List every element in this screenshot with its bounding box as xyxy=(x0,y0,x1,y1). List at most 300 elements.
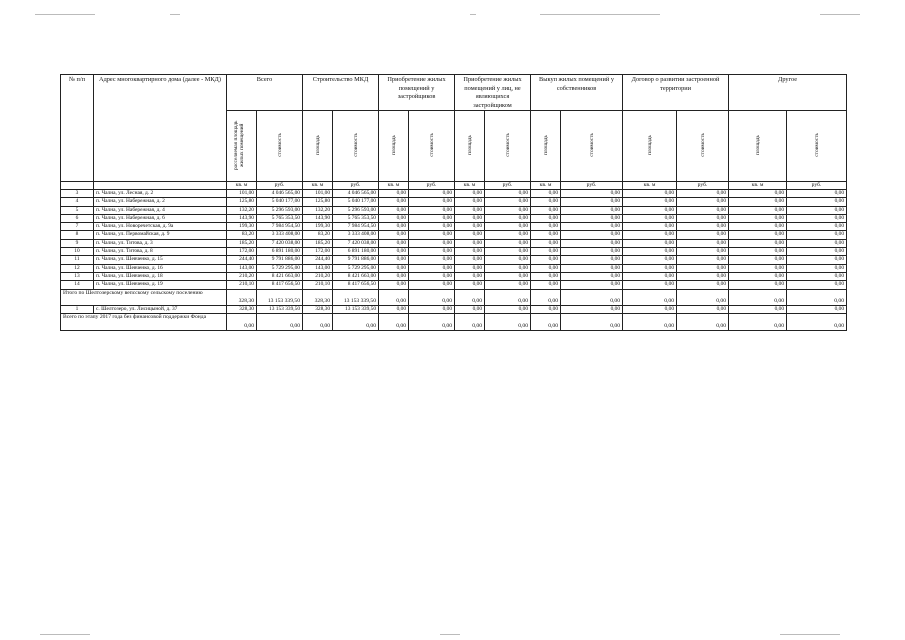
scan-artifact xyxy=(820,14,860,15)
scan-artifact xyxy=(780,634,840,635)
row-zero: 0,00 xyxy=(485,198,531,206)
row-zero: 0,00 xyxy=(455,198,485,206)
subheader-cost: стоимость xyxy=(409,111,455,182)
row-zero: 0,00 xyxy=(623,239,677,247)
row-number: 12 xyxy=(61,264,94,272)
row-zero: 0,00 xyxy=(623,305,677,313)
scan-artifact xyxy=(40,634,90,635)
row-zero: 0,00 xyxy=(485,239,531,247)
row-zero: 0,00 xyxy=(623,223,677,231)
col-purchase-builders-header: Приобретение жилых помещений у застройщиков xyxy=(379,75,455,111)
row-zero: 0,00 xyxy=(379,248,409,256)
row-number: 6 xyxy=(61,214,94,222)
row-zero: 0,00 xyxy=(455,264,485,272)
row-zero: 0,00 xyxy=(409,214,455,222)
row-cost: 5 729 295,00 xyxy=(257,264,303,272)
row-zero: 0,00 xyxy=(623,214,677,222)
row-zero: 0,00 xyxy=(729,198,787,206)
grand-total-label: Всего по этапу 2017 года без финансовой поддержки Фонда xyxy=(61,313,227,330)
row-zero: 0,00 xyxy=(379,214,409,222)
row-zero: 0,00 xyxy=(677,223,729,231)
row-zero: 0,00 xyxy=(677,231,729,239)
col-development-header: Договор о развитии застроенной территории xyxy=(623,75,729,111)
row-zero: 0,00 xyxy=(485,190,531,198)
table-row xyxy=(61,256,847,264)
unit-sqm: кв. м xyxy=(455,182,485,190)
row-zero: 0,00 xyxy=(485,256,531,264)
col-num-header: № п/п xyxy=(61,75,94,182)
subheader-area: площадь xyxy=(531,111,561,182)
row-zero: 0,00 xyxy=(455,214,485,222)
row-area: 83,20 xyxy=(227,231,257,239)
row-zero: 0,00 xyxy=(455,239,485,247)
unit-sqm: кв. м xyxy=(531,182,561,190)
subtotal-cost: 13 153 339,50 xyxy=(257,289,303,305)
row-address: п. Чална, ул. Титова, д. 8 xyxy=(94,248,227,256)
grand-total-value: 0,00 xyxy=(561,313,623,330)
row-zero: 0,00 xyxy=(409,198,455,206)
row-zero: 0,00 xyxy=(729,281,787,289)
row-address: п. Чална, ул. Шевченко, д. 19 xyxy=(94,281,227,289)
row-area: 125,80 xyxy=(227,198,257,206)
row-zero: 0,00 xyxy=(729,264,787,272)
subheader-area: площадь xyxy=(729,111,787,182)
row-construction-area: 210,10 xyxy=(303,281,333,289)
row-zero: 0,00 xyxy=(561,206,623,214)
row-construction-cost: 9 791 886,00 xyxy=(333,256,379,264)
row-zero: 0,00 xyxy=(561,231,623,239)
row-zero: 0,00 xyxy=(455,272,485,280)
row-construction-area: 199,30 xyxy=(303,223,333,231)
row-zero: 0,00 xyxy=(677,198,729,206)
subtotal-zero: 0,00 xyxy=(623,289,677,305)
row-zero: 0,00 xyxy=(623,231,677,239)
row-zero: 0,00 xyxy=(729,214,787,222)
row-zero: 0,00 xyxy=(485,223,531,231)
row-number: 8 xyxy=(61,231,94,239)
row-construction-area: 143,90 xyxy=(303,214,333,222)
row-zero: 0,00 xyxy=(531,281,561,289)
row-area: 210,10 xyxy=(227,281,257,289)
scan-artifact xyxy=(35,14,95,15)
row-zero: 0,00 xyxy=(379,206,409,214)
table-row xyxy=(61,198,847,206)
table-row xyxy=(61,281,847,289)
row-construction-area: 172,00 xyxy=(303,248,333,256)
subtotal-area: 328,30 xyxy=(227,289,257,305)
row-construction-cost: 7 420 038,00 xyxy=(333,239,379,247)
row-construction-area: 143,00 xyxy=(303,264,333,272)
row-zero: 0,00 xyxy=(677,272,729,280)
row-zero: 0,00 xyxy=(677,264,729,272)
row-construction-area: 328,30 xyxy=(303,305,333,313)
scan-artifact xyxy=(540,14,660,15)
row-zero: 0,00 xyxy=(485,264,531,272)
row-zero: 0,00 xyxy=(455,223,485,231)
row-zero: 0,00 xyxy=(531,264,561,272)
grand-total-row xyxy=(61,313,847,330)
table-row xyxy=(61,223,847,231)
row-zero: 0,00 xyxy=(455,190,485,198)
subheader-cost: стоимость xyxy=(333,111,379,182)
row-cost: 3 333 408,00 xyxy=(257,231,303,239)
row-zero: 0,00 xyxy=(787,214,847,222)
unit-sqm: кв. м xyxy=(227,182,257,190)
row-zero: 0,00 xyxy=(409,248,455,256)
row-zero: 0,00 xyxy=(531,206,561,214)
grand-total-value: 0,00 xyxy=(333,313,379,330)
row-zero: 0,00 xyxy=(729,223,787,231)
subtotal-zero: 0,00 xyxy=(787,289,847,305)
col-purchase-others-header: Приобретение жилых помещений у лиц, не являющихся застройщиком xyxy=(455,75,531,111)
row-zero: 0,00 xyxy=(455,248,485,256)
row-zero: 0,00 xyxy=(531,190,561,198)
row-construction-area: 125,80 xyxy=(303,198,333,206)
row-construction-area: 83,20 xyxy=(303,231,333,239)
table-row xyxy=(61,264,847,272)
row-zero: 0,00 xyxy=(623,256,677,264)
row-address: п. Чална, ул. Набережная, д. 6 xyxy=(94,214,227,222)
row-zero: 0,00 xyxy=(729,239,787,247)
row-number: 4 xyxy=(61,198,94,206)
row-number: 3 xyxy=(61,190,94,198)
row-area: 101,00 xyxy=(227,190,257,198)
row-cost: 7 984 954,50 xyxy=(257,223,303,231)
unit-rub: руб. xyxy=(485,182,531,190)
data-rows xyxy=(61,190,847,290)
row-zero: 0,00 xyxy=(623,264,677,272)
row-address: п. Чална, ул. Титова, д. 3 xyxy=(94,239,227,247)
header-row xyxy=(61,75,847,111)
row-zero: 0,00 xyxy=(677,214,729,222)
row-construction-cost: 5 296 593,00 xyxy=(333,206,379,214)
row-zero: 0,00 xyxy=(379,231,409,239)
row-zero: 0,00 xyxy=(379,223,409,231)
subtotal-zero: 0,00 xyxy=(455,289,485,305)
unit-sqm: кв. м xyxy=(623,182,677,190)
row-zero: 0,00 xyxy=(787,305,847,313)
row-zero: 0,00 xyxy=(561,214,623,222)
row-zero: 0,00 xyxy=(485,248,531,256)
row-zero: 0,00 xyxy=(561,305,623,313)
unit-rub: руб. xyxy=(257,182,303,190)
row-zero: 0,00 xyxy=(531,214,561,222)
row-address: п. Чална, ул. Набережная, д. 2 xyxy=(94,198,227,206)
row-zero: 0,00 xyxy=(531,272,561,280)
row-zero: 0,00 xyxy=(677,206,729,214)
row-address: п. Чална, ул. Набережная, д. 4 xyxy=(94,206,227,214)
row-number: 1 xyxy=(61,305,94,313)
grand-total-value: 0,00 xyxy=(409,313,455,330)
grand-total-value: 0,00 xyxy=(227,313,257,330)
row-address: с. Шелтозеро, ул. Лисицыной, д. 37 xyxy=(94,305,227,313)
row-zero: 0,00 xyxy=(729,256,787,264)
housing-resettlement-table xyxy=(60,74,847,331)
row-zero: 0,00 xyxy=(729,305,787,313)
row-address: п. Чална, ул. Новоречетская, д. 9а xyxy=(94,223,227,231)
subtotal-zero: 0,00 xyxy=(729,289,787,305)
col-buyout-header: Выкуп жилых помещений у собственников xyxy=(531,75,623,111)
row-zero: 0,00 xyxy=(787,281,847,289)
row-zero: 0,00 xyxy=(409,264,455,272)
unit-rub: руб. xyxy=(677,182,729,190)
row-zero: 0,00 xyxy=(561,239,623,247)
subheader-cost: стоимость xyxy=(787,111,847,182)
col-other-header: Другое xyxy=(729,75,847,111)
row-zero: 0,00 xyxy=(561,248,623,256)
row-zero: 0,00 xyxy=(531,256,561,264)
unit-rub: руб. xyxy=(409,182,455,190)
row-zero: 0,00 xyxy=(787,206,847,214)
row-cost: 5 040 177,00 xyxy=(257,198,303,206)
row-number: 9 xyxy=(61,239,94,247)
row-cost: 8 417 656,50 xyxy=(257,281,303,289)
row-construction-cost: 4 046 565,00 xyxy=(333,190,379,198)
row-area: 328,30 xyxy=(227,305,257,313)
row-zero: 0,00 xyxy=(787,264,847,272)
row-zero: 0,00 xyxy=(787,231,847,239)
table-row xyxy=(61,248,847,256)
row-number: 13 xyxy=(61,272,94,280)
row-zero: 0,00 xyxy=(561,272,623,280)
row-construction-cost: 3 333 408,00 xyxy=(333,231,379,239)
row-zero: 0,00 xyxy=(409,305,455,313)
table-row xyxy=(61,190,847,198)
row-zero: 0,00 xyxy=(379,305,409,313)
units-row xyxy=(61,182,847,190)
table-row xyxy=(61,231,847,239)
subtotal-construction-area: 328,30 xyxy=(303,289,333,305)
subtotal-zero: 0,00 xyxy=(677,289,729,305)
subheader-cost: стоимость xyxy=(257,111,303,182)
row-zero: 0,00 xyxy=(623,206,677,214)
document-sheet xyxy=(60,74,846,331)
row-zero: 0,00 xyxy=(623,281,677,289)
grand-total-value: 0,00 xyxy=(623,313,677,330)
row-construction-cost: 8 417 656,50 xyxy=(333,281,379,289)
row-zero: 0,00 xyxy=(409,239,455,247)
subheader-area: площадь xyxy=(623,111,677,182)
row-area: 185,20 xyxy=(227,239,257,247)
row-area: 199,30 xyxy=(227,223,257,231)
row-construction-cost: 5 040 177,00 xyxy=(333,198,379,206)
row-zero: 0,00 xyxy=(787,256,847,264)
grand-total-value: 0,00 xyxy=(303,313,333,330)
row-zero: 0,00 xyxy=(531,305,561,313)
row-zero: 0,00 xyxy=(485,206,531,214)
subtotal-zero: 0,00 xyxy=(561,289,623,305)
row-construction-area: 132,20 xyxy=(303,206,333,214)
row-cost: 5 765 353,50 xyxy=(257,214,303,222)
row-construction-cost: 8 421 663,00 xyxy=(333,272,379,280)
row-cost: 8 421 663,00 xyxy=(257,272,303,280)
row-zero: 0,00 xyxy=(531,239,561,247)
subheader-cost: стоимость xyxy=(677,111,729,182)
row-zero: 0,00 xyxy=(409,281,455,289)
unit-sqm: кв. м xyxy=(303,182,333,190)
grand-total-value: 0,00 xyxy=(787,313,847,330)
col-total-header: Всего xyxy=(227,75,303,111)
row-zero: 0,00 xyxy=(787,190,847,198)
scan-artifact xyxy=(470,14,476,15)
row-zero: 0,00 xyxy=(729,231,787,239)
row-zero: 0,00 xyxy=(623,248,677,256)
row-construction-cost: 7 984 954,50 xyxy=(333,223,379,231)
row-cost: 6 891 180,00 xyxy=(257,248,303,256)
row-number: 5 xyxy=(61,206,94,214)
row-zero: 0,00 xyxy=(379,281,409,289)
row-zero: 0,00 xyxy=(485,231,531,239)
row-construction-area: 210,20 xyxy=(303,272,333,280)
row-zero: 0,00 xyxy=(561,264,623,272)
row-zero: 0,00 xyxy=(379,256,409,264)
row-zero: 0,00 xyxy=(455,206,485,214)
subtotal-label: Итого по Шелтозерскому вепсскому сельскому поселению xyxy=(61,289,227,305)
row-zero: 0,00 xyxy=(409,190,455,198)
col-address-header: Адрес многоквартирного дома (далее - МКД) xyxy=(94,75,227,182)
grand-total-value: 0,00 xyxy=(485,313,531,330)
row-zero: 0,00 xyxy=(787,239,847,247)
row-zero: 0,00 xyxy=(409,272,455,280)
row-zero: 0,00 xyxy=(531,223,561,231)
scan-artifact xyxy=(440,634,460,635)
row-zero: 0,00 xyxy=(677,239,729,247)
row-number: 14 xyxy=(61,281,94,289)
subtotal-row xyxy=(61,289,847,305)
subtotal-construction-cost: 13 153 339,50 xyxy=(333,289,379,305)
row-zero: 0,00 xyxy=(455,231,485,239)
row-zero: 0,00 xyxy=(677,248,729,256)
row-zero: 0,00 xyxy=(379,190,409,198)
row-area: 143,00 xyxy=(227,264,257,272)
row-address: п. Чална, ул. Шевченко, д. 15 xyxy=(94,256,227,264)
subtotal-zero: 0,00 xyxy=(379,289,409,305)
grand-total-value: 0,00 xyxy=(257,313,303,330)
row-construction-cost: 6 891 180,00 xyxy=(333,248,379,256)
row-cost: 5 296 593,00 xyxy=(257,206,303,214)
row-address: п. Чална, ул. Первомайская, д. 9 xyxy=(94,231,227,239)
row-cost: 4 046 565,00 xyxy=(257,190,303,198)
row-cost: 9 791 886,00 xyxy=(257,256,303,264)
table-row xyxy=(61,305,847,313)
row-zero: 0,00 xyxy=(485,272,531,280)
row-zero: 0,00 xyxy=(561,198,623,206)
row-zero: 0,00 xyxy=(677,190,729,198)
subtotal-zero: 0,00 xyxy=(485,289,531,305)
subtotal-zero: 0,00 xyxy=(531,289,561,305)
row-zero: 0,00 xyxy=(409,223,455,231)
row-area: 210,20 xyxy=(227,272,257,280)
scan-artifact xyxy=(170,14,180,15)
row-zero: 0,00 xyxy=(531,231,561,239)
row-area: 143,90 xyxy=(227,214,257,222)
row-construction-area: 101,00 xyxy=(303,190,333,198)
grand-total-value: 0,00 xyxy=(379,313,409,330)
row-construction-cost: 5 729 295,00 xyxy=(333,264,379,272)
table-row xyxy=(61,239,847,247)
row-address: п. Чална, ул. Шевченко, д. 18 xyxy=(94,272,227,280)
grand-total-value: 0,00 xyxy=(729,313,787,330)
subheader-area: площадь xyxy=(303,111,333,182)
row-area: 132,20 xyxy=(227,206,257,214)
row-zero: 0,00 xyxy=(787,223,847,231)
row-construction-cost: 13 153 339,50 xyxy=(333,305,379,313)
row-zero: 0,00 xyxy=(485,281,531,289)
row-number: 11 xyxy=(61,256,94,264)
row-zero: 0,00 xyxy=(677,256,729,264)
row-construction-cost: 5 765 353,50 xyxy=(333,214,379,222)
row-construction-area: 185,20 xyxy=(303,239,333,247)
row-number: 7 xyxy=(61,223,94,231)
subheader-resettled-area: расселяемая площадь жилых помещений xyxy=(227,111,257,182)
row-zero: 0,00 xyxy=(729,248,787,256)
row-zero: 0,00 xyxy=(409,256,455,264)
grand-total-value: 0,00 xyxy=(677,313,729,330)
row-cost: 13 153 339,50 xyxy=(257,305,303,313)
row-address: п. Чална, ул. Шевченко, д. 16 xyxy=(94,264,227,272)
row-address: п. Чална, ул. Лесная, д. 2 xyxy=(94,190,227,198)
row-zero: 0,00 xyxy=(729,272,787,280)
row-zero: 0,00 xyxy=(485,305,531,313)
row-zero: 0,00 xyxy=(677,305,729,313)
subheader-area: площадь xyxy=(379,111,409,182)
grand-total-value: 0,00 xyxy=(531,313,561,330)
row-zero: 0,00 xyxy=(677,281,729,289)
row-zero: 0,00 xyxy=(561,190,623,198)
subheader-cost: стоимость xyxy=(485,111,531,182)
row-zero: 0,00 xyxy=(729,190,787,198)
row-zero: 0,00 xyxy=(623,190,677,198)
subheader-cost: стоимость xyxy=(561,111,623,182)
row-zero: 0,00 xyxy=(787,272,847,280)
row-cost: 7 420 038,00 xyxy=(257,239,303,247)
row-zero: 0,00 xyxy=(787,248,847,256)
row-zero: 0,00 xyxy=(623,198,677,206)
row-zero: 0,00 xyxy=(561,223,623,231)
unit-rub: руб. xyxy=(561,182,623,190)
row-zero: 0,00 xyxy=(623,272,677,280)
row-zero: 0,00 xyxy=(561,281,623,289)
row-zero: 0,00 xyxy=(561,256,623,264)
unit-rub: руб. xyxy=(333,182,379,190)
table-row xyxy=(61,272,847,280)
row-construction-area: 244,40 xyxy=(303,256,333,264)
row-zero: 0,00 xyxy=(455,305,485,313)
row-zero: 0,00 xyxy=(379,198,409,206)
subheader-area: площадь xyxy=(455,111,485,182)
unit-rub: руб. xyxy=(787,182,847,190)
table-row xyxy=(61,214,847,222)
grand-total-value: 0,00 xyxy=(455,313,485,330)
row-zero: 0,00 xyxy=(379,264,409,272)
row-zero: 0,00 xyxy=(485,214,531,222)
row-zero: 0,00 xyxy=(531,198,561,206)
row-zero: 0,00 xyxy=(531,248,561,256)
row-zero: 0,00 xyxy=(455,256,485,264)
row-zero: 0,00 xyxy=(729,206,787,214)
row-number: 10 xyxy=(61,248,94,256)
row-area: 172,00 xyxy=(227,248,257,256)
row-zero: 0,00 xyxy=(409,206,455,214)
row-area: 244,40 xyxy=(227,256,257,264)
unit-sqm: кв. м xyxy=(729,182,787,190)
row-zero: 0,00 xyxy=(379,239,409,247)
row-zero: 0,00 xyxy=(379,272,409,280)
row-zero: 0,00 xyxy=(455,281,485,289)
unit-sqm: кв. м xyxy=(379,182,409,190)
row-zero: 0,00 xyxy=(409,231,455,239)
row-zero: 0,00 xyxy=(787,198,847,206)
